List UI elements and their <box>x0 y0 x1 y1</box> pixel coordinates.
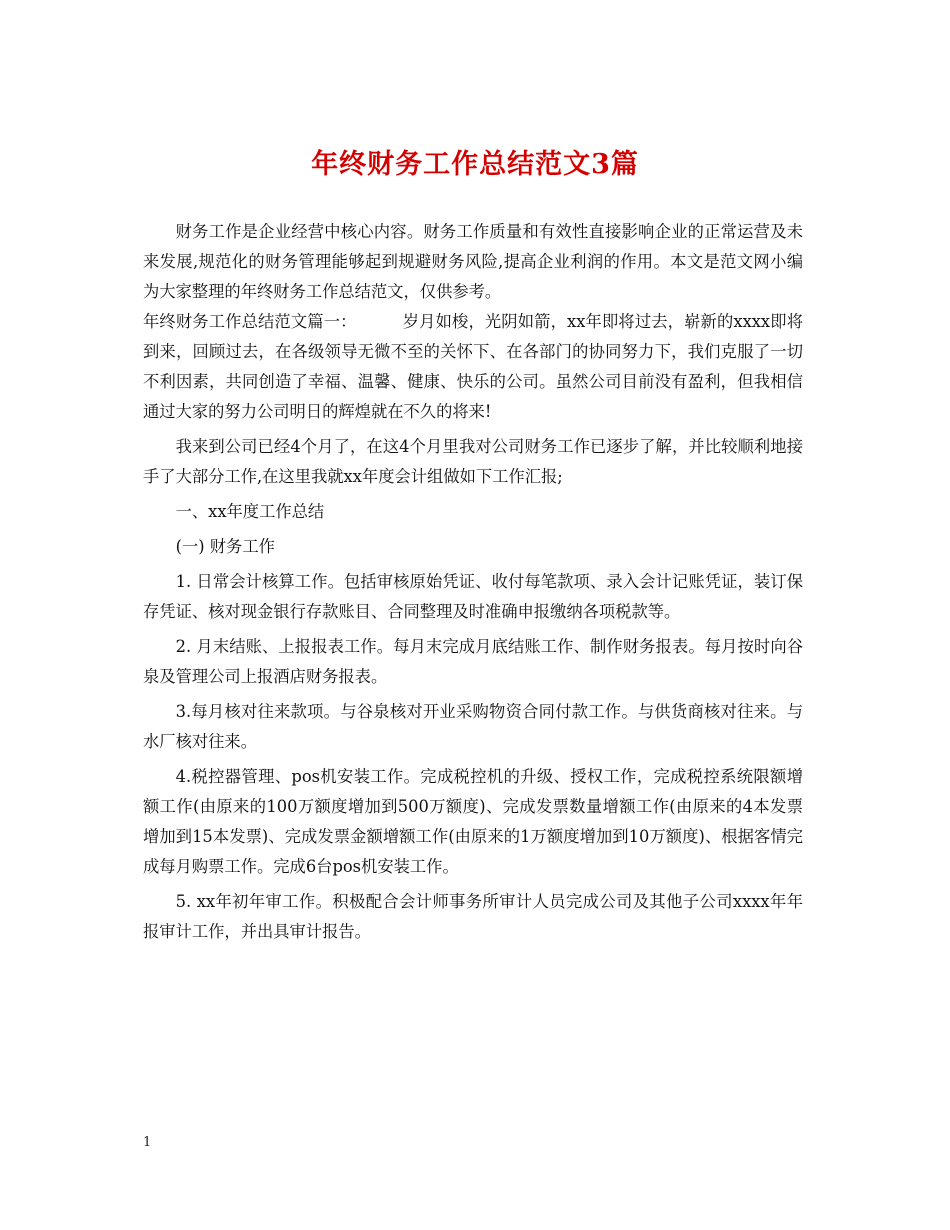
report-paragraph: 我来到公司已经4个月了，在这4个月里我对公司财务工作已逐步了解，并比较顺利地接手了大部分工作,在这里我就xx年度会计组做如下工作汇报; <box>143 437 803 486</box>
intro-paragraph: 财务工作是企业经营中核心内容。财务工作质量和有效性直接影响企业的正常运营及未来发展,规范化的财务管理能够起到规避财务风险,提高企业利润的作用。本文是范文网小编为大家整理的年终财务工作总结范文，仅供参考。 <box>143 222 803 301</box>
heading-finance-work: (一) 财务工作 <box>175 537 275 556</box>
section-first-paragraph <box>143 307 803 427</box>
page-number: 1 <box>143 1135 152 1150</box>
item-reconciliation: 3.每月核对往来款项。与谷泉核对开业采购物资合同付款工作。与供货商核对往来。与水厂核对往来。 <box>143 702 803 751</box>
section-label: 年终财务工作总结范文篇一： <box>143 312 357 331</box>
section-first-text: 岁月如梭，光阴如箭，xx年即将过去，崭新的xxxx即将到来，回顾过去，在各级领导无微不至的关怀下、在各部门的协同努力下，我们克服了一切不利因素，共同创造了幸福、温馨、健康、快乐的公司。虽然公司目前没有盈利，但我相信通过大家的努力公司明日的辉煌就在不久的将来! <box>143 312 803 421</box>
item-annual-audit: 5. xx年初年审工作。积极配合会计师事务所审计人员完成公司及其他子公司xxxx年年报审计工作，并出具审计报告。 <box>143 892 803 941</box>
item-daily-accounting: 1. 日常会计核算工作。包括审核原始凭证、收付每笔款项、录入会计记账凭证，装订保存凭证、核对现金银行存款账目、合同整理及时准确申报缴纳各项税款等。 <box>143 572 803 621</box>
heading-annual-summary: 一、xx年度工作总结 <box>175 502 325 521</box>
item-month-end-closing: 2. 月末结账、上报报表工作。每月末完成月底结账工作、制作财务报表。每月按时向谷泉及管理公司上报酒店财务报表。 <box>143 637 803 686</box>
document-body <box>143 217 803 947</box>
item-tax-control: 4.税控器管理、pos机安装工作。完成税控机的升级、授权工作，完成税控系统限额增额工作(由原来的100万额度增加到500万额度)、完成发票数量增额工作(由原来的4本发票增加到15本发票)、完成发票金额增额工作(由原来的1万额度增加到10万额度)、根据客情完成每月购票工作。完成6台pos机安装工作。 <box>143 767 803 876</box>
document-title: 年终财务工作总结范文3篇 <box>311 149 639 180</box>
